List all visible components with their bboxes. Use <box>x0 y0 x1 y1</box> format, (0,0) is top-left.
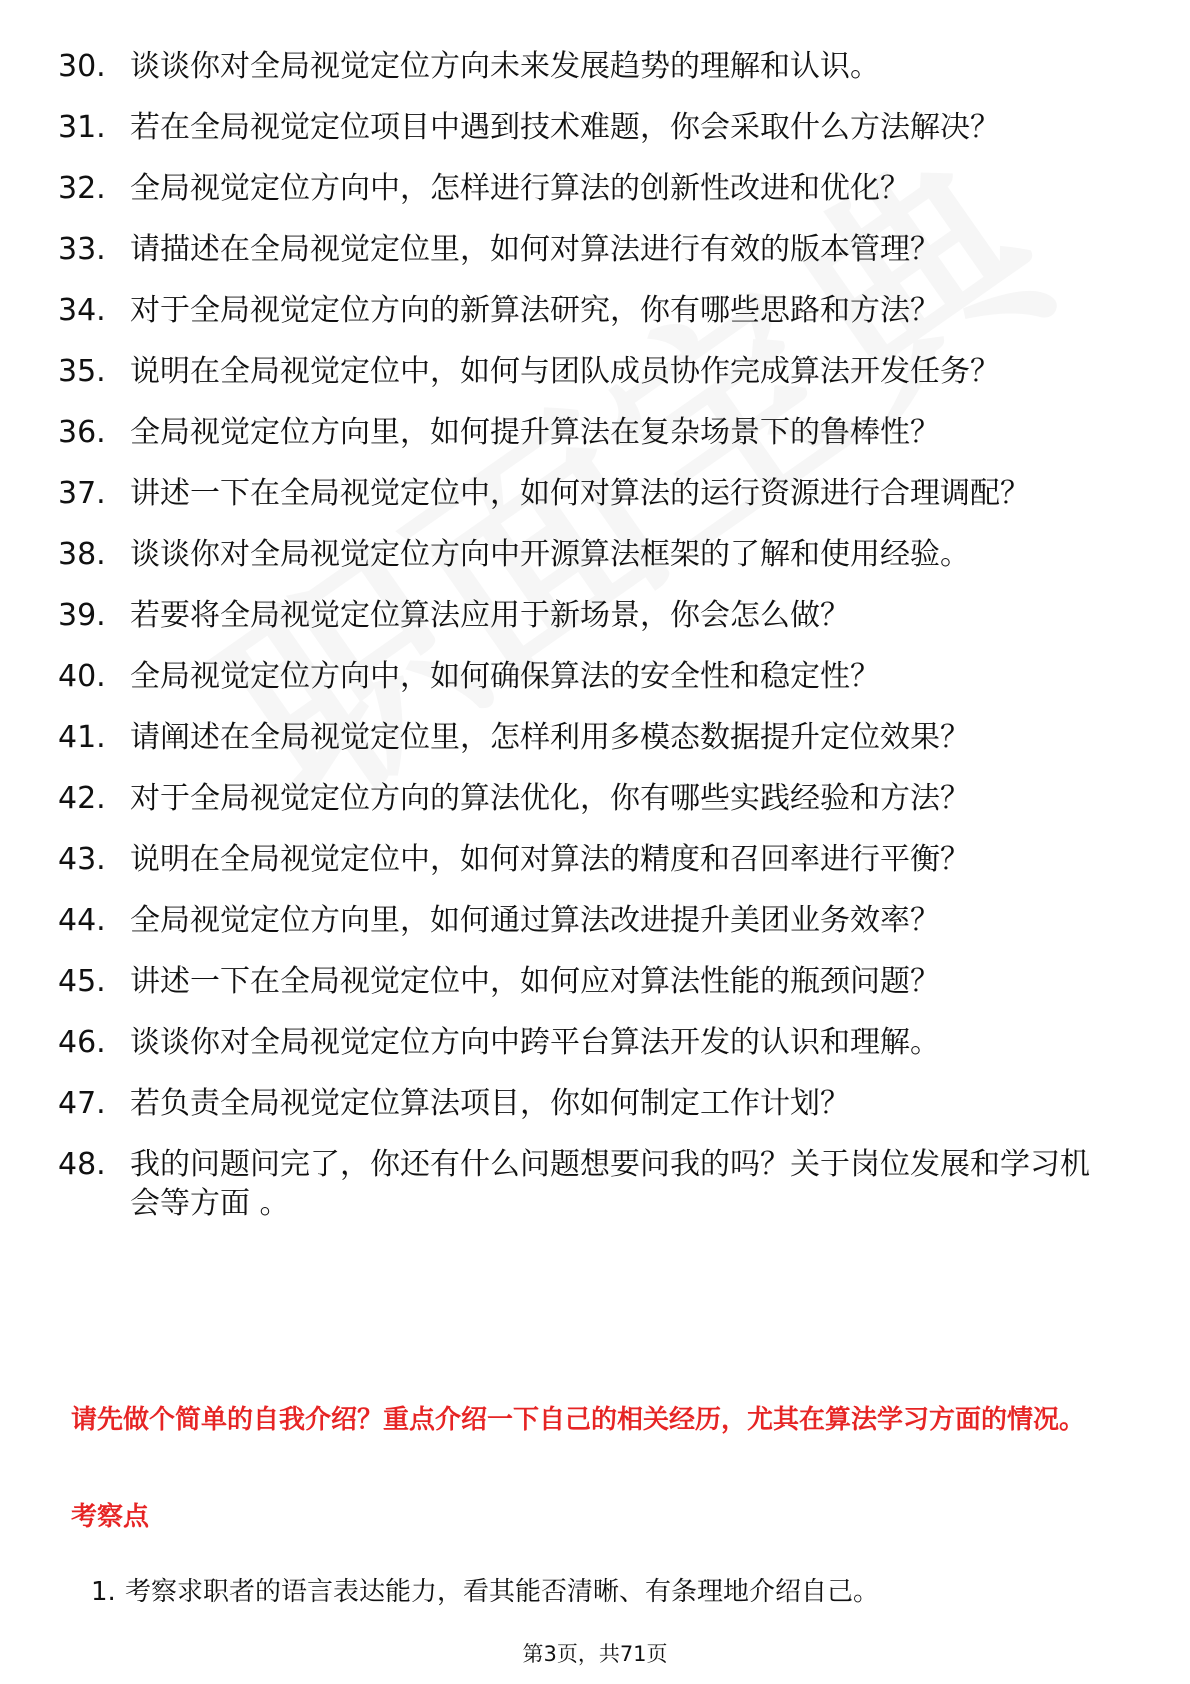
question-item <box>58 47 1118 86</box>
question-text: 对于全局视觉定位方向的新算法研究，你有哪些思路和方法？ <box>130 293 940 328</box>
page-footer: 第3页，共71页 <box>522 1642 668 1666</box>
question-item <box>58 1023 1118 1062</box>
question-number: 47. <box>58 1086 106 1121</box>
question-text: 请描述在全局视觉定位里，如何对算法进行有效的版本管理？ <box>130 232 940 267</box>
question-number: 30. <box>58 49 106 84</box>
question-item <box>58 657 1118 696</box>
question-item <box>58 535 1118 574</box>
question-text: 若要将全局视觉定位算法应用于新场景，你会怎么做？ <box>130 598 850 633</box>
question-number: 48. <box>58 1147 106 1182</box>
question-text: 全局视觉定位方向中，如何确保算法的安全性和稳定性？ <box>130 659 880 694</box>
point-number: 1. <box>91 1577 116 1607</box>
question-item <box>58 779 1118 818</box>
question-number: 38. <box>58 537 106 572</box>
question-text: 讲述一下在全局视觉定位中，如何对算法的运行资源进行合理调配？ <box>130 476 1030 511</box>
point-text: 考察求职者的语言表达能力，看其能否清晰、有条理地介绍自己。 <box>125 1577 880 1607</box>
question-text: 我的问题问完了，你还有什么问题想要问我的吗？关于岗位发展和学习机会等方面 。 <box>130 1147 1090 1221</box>
question-list <box>58 47 1118 1245</box>
question-number: 39. <box>58 598 106 633</box>
question-item <box>58 413 1118 452</box>
question-text: 谈谈你对全局视觉定位方向中跨平台算法开发的认识和理解。 <box>130 1025 940 1060</box>
question-item <box>58 1145 1118 1223</box>
question-number: 42. <box>58 781 106 816</box>
question-text: 谈谈你对全局视觉定位方向未来发展趋势的理解和认识。 <box>130 49 880 84</box>
question-text: 谈谈你对全局视觉定位方向中开源算法框架的了解和使用经验。 <box>130 537 970 572</box>
question-item <box>58 169 1118 208</box>
question-text: 若负责全局视觉定位算法项目，你如何制定工作计划？ <box>130 1086 850 1121</box>
highlight-question: 请先做个简单的自我介绍？重点介绍一下自己的相关经历，尤其在算法学习方面的情况。 <box>71 1405 1086 1435</box>
question-number: 36. <box>58 415 106 450</box>
question-number: 33. <box>58 232 106 267</box>
question-item <box>58 474 1118 513</box>
question-item <box>58 291 1118 330</box>
question-text: 请阐述在全局视觉定位里，怎样利用多模态数据提升定位效果？ <box>130 720 970 755</box>
question-text: 说明在全局视觉定位中，如何与团队成员协作完成算法开发任务？ <box>130 354 1000 389</box>
assessment-point <box>91 1575 879 1609</box>
question-text: 若在全局视觉定位项目中遇到技术难题，你会采取什么方法解决？ <box>130 110 1000 145</box>
question-text: 全局视觉定位方向里，如何提升算法在复杂场景下的鲁棒性？ <box>130 415 940 450</box>
question-item <box>58 352 1118 391</box>
question-item <box>58 718 1118 757</box>
question-text: 对于全局视觉定位方向的算法优化，你有哪些实践经验和方法？ <box>130 781 970 816</box>
question-number: 32. <box>58 171 106 206</box>
question-item <box>58 962 1118 1001</box>
question-number: 45. <box>58 964 106 999</box>
question-number: 46. <box>58 1025 106 1060</box>
question-number: 31. <box>58 110 106 145</box>
question-text: 讲述一下在全局视觉定位中，如何应对算法性能的瓶颈问题？ <box>130 964 940 999</box>
question-number: 44. <box>58 903 106 938</box>
question-item <box>58 840 1118 879</box>
question-item <box>58 901 1118 940</box>
question-item <box>58 1084 1118 1123</box>
question-item <box>58 596 1118 635</box>
section-heading: 考察点 <box>71 1502 150 1532</box>
question-number: 34. <box>58 293 106 328</box>
question-number: 41. <box>58 720 106 755</box>
question-text: 全局视觉定位方向中，怎样进行算法的创新性改进和优化？ <box>130 171 910 206</box>
question-item <box>58 108 1118 147</box>
question-number: 35. <box>58 354 106 389</box>
question-number: 40. <box>58 659 106 694</box>
question-item <box>58 230 1118 269</box>
question-number: 37. <box>58 476 106 511</box>
question-number: 43. <box>58 842 106 877</box>
question-text: 说明在全局视觉定位中，如何对算法的精度和召回率进行平衡？ <box>130 842 970 877</box>
question-text: 全局视觉定位方向里，如何通过算法改进提升美团业务效率？ <box>130 903 940 938</box>
